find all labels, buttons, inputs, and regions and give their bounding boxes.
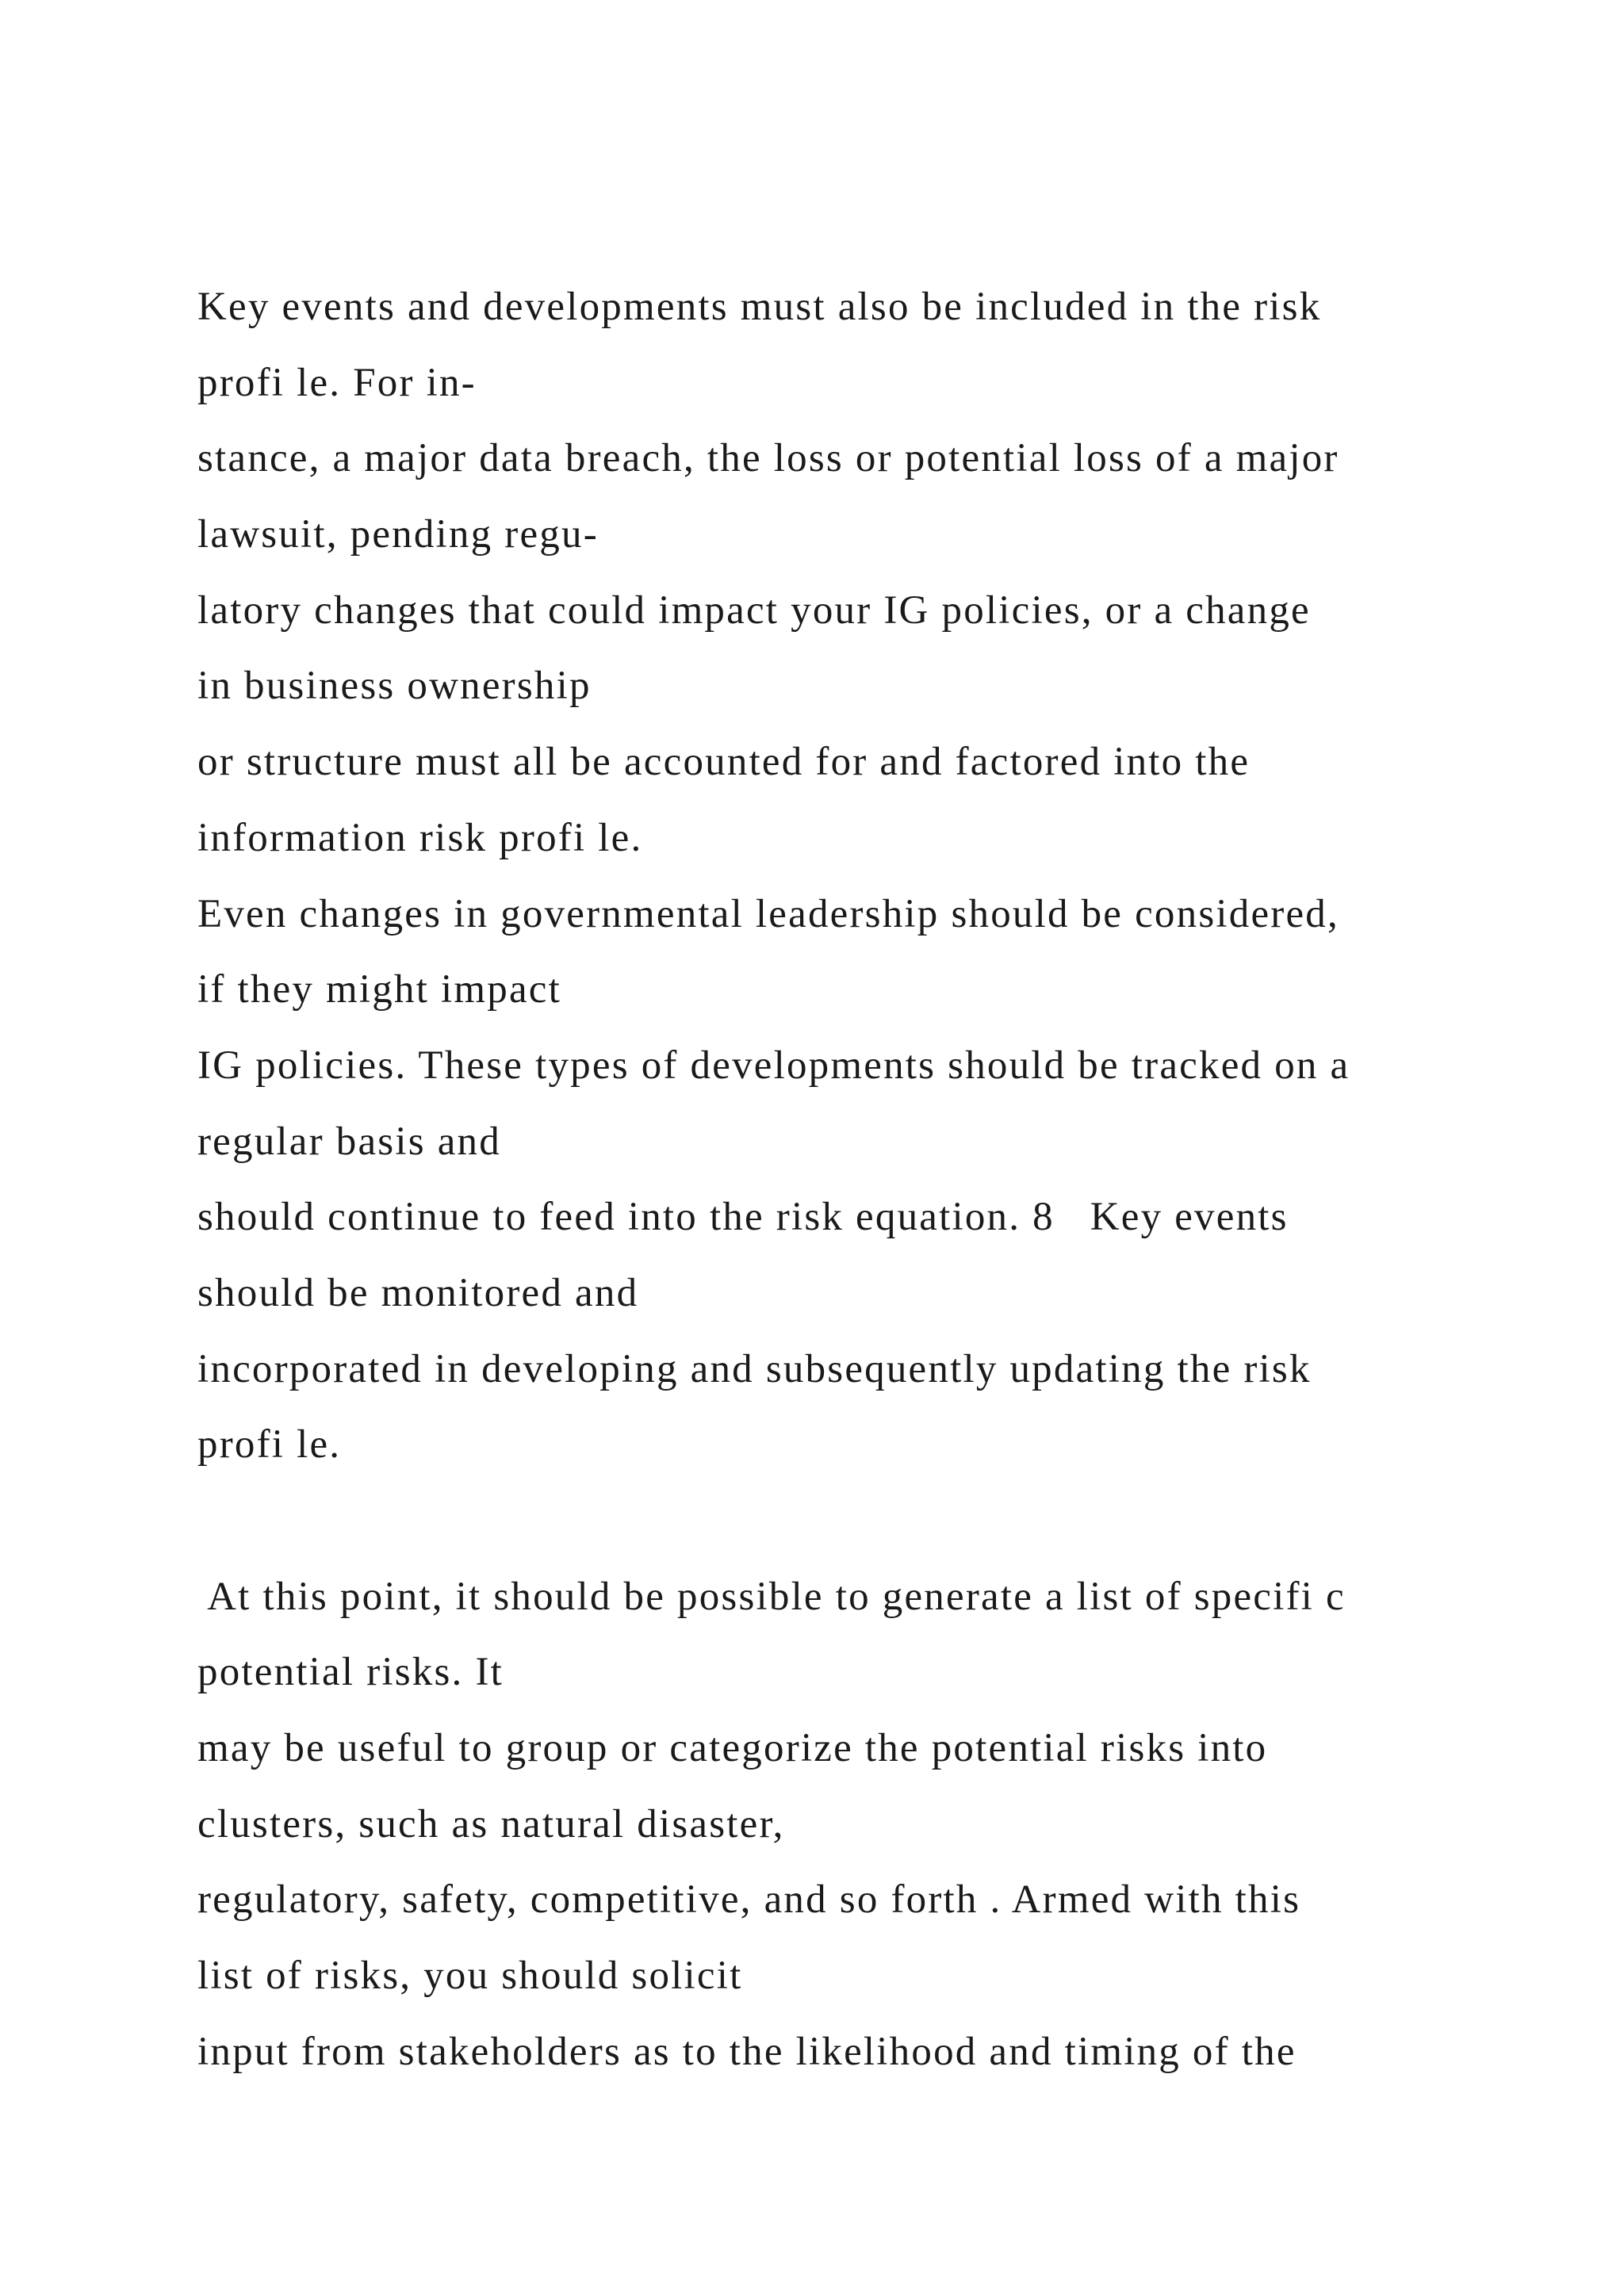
text-line: clusters, such as natural disaster, xyxy=(197,1801,785,1846)
paragraph-gap xyxy=(197,1483,1545,1559)
text-line: input from stakeholders as to the likelihood and timing of the xyxy=(197,2029,1297,2074)
text-line: may be useful to group or categorize the potential risks into xyxy=(197,1726,1268,1771)
text-line: latory changes that could impact your IG policies, or a change xyxy=(197,587,1311,633)
text-line: potential risks. It xyxy=(197,1650,504,1695)
paragraph-1 xyxy=(197,270,1545,1483)
text-line: IG policies. These types of developments should be tracked on a xyxy=(197,1043,1350,1088)
text-line: should be monitored and xyxy=(197,1270,639,1315)
text-line: At this point, it should be possible to generate a list of specifi c xyxy=(197,1574,1346,1619)
text-line: regular basis and xyxy=(197,1119,501,1164)
text-line: should continue to feed into the risk equation. 8 Key events xyxy=(197,1195,1289,1240)
document-body xyxy=(197,270,1545,2091)
text-line: stance, a major data breach, the loss or potential loss of a major xyxy=(197,436,1339,481)
text-line: profi le. xyxy=(197,1422,342,1468)
text-line: regulatory, safety, competitive, and so forth . Armed with this xyxy=(197,1877,1301,1923)
text-line: Even changes in governmental leadership should be considered, xyxy=(197,891,1339,936)
text-line: incorporated in developing and subsequently updating the risk xyxy=(197,1346,1312,1391)
text-line: or structure must all be accounted for and factored into the xyxy=(197,740,1251,785)
text-line: lawsuit, pending regu- xyxy=(197,512,599,557)
text-line: if they might impact xyxy=(197,967,561,1012)
text-line: information risk profi le. xyxy=(197,815,643,860)
paragraph-2 xyxy=(197,1559,1545,2091)
text-line: profi le. For in- xyxy=(197,360,477,405)
text-line: Key events and developments must also be included in the risk xyxy=(197,285,1322,329)
text-line: list of risks, you should solicit xyxy=(197,1954,743,1999)
text-line: in business ownership xyxy=(197,664,592,709)
